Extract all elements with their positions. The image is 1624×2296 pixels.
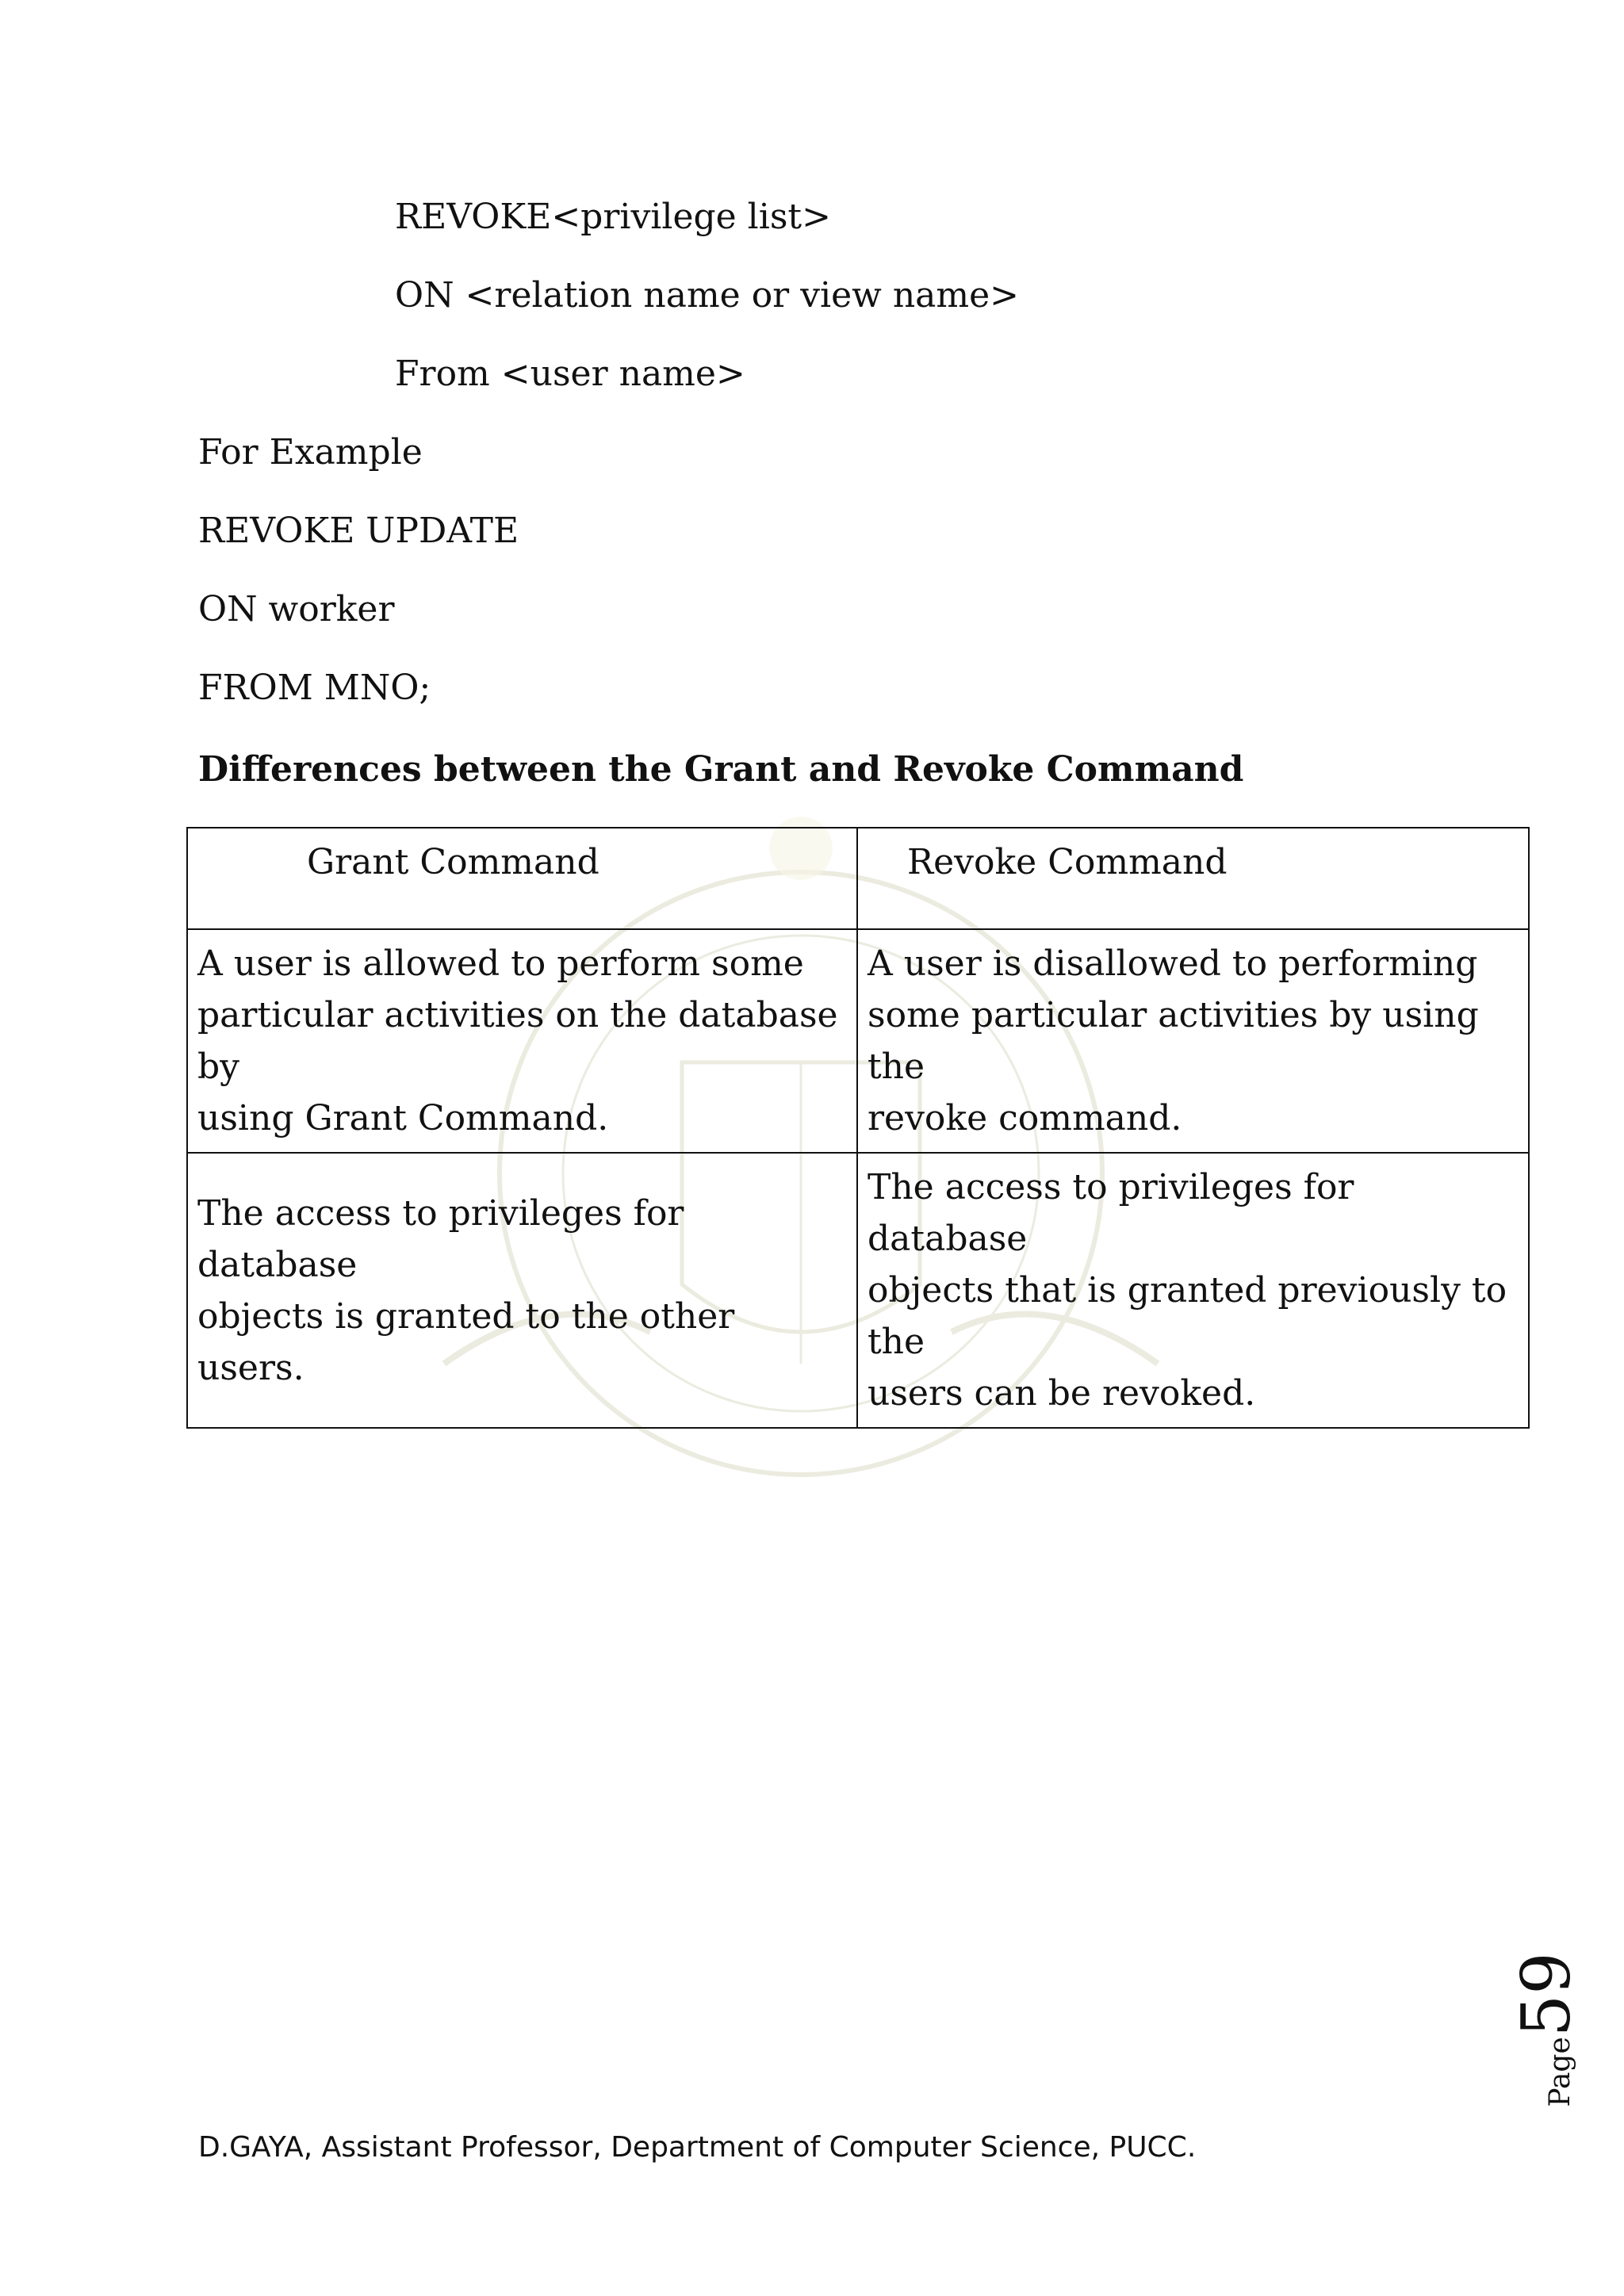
table-row <box>187 1153 1529 1428</box>
table-cell-grant: A user is allowed to perform some particular activities on the database by using Grant Command. <box>187 929 857 1153</box>
page-number <box>1503 1952 1590 2107</box>
syntax-line-from: From <user name> <box>395 354 745 394</box>
header-revoke-command: Revoke Command <box>857 828 1529 929</box>
comparison-table <box>186 827 1530 1429</box>
example-line-on: ON worker <box>198 589 395 629</box>
table-header-row <box>187 828 1529 929</box>
syntax-line-on: ON <relation name or view name> <box>395 275 1020 316</box>
section-heading: Differences between the Grant and Revoke Command <box>198 749 1244 790</box>
header-grant-command: Grant Command <box>187 828 857 929</box>
table-cell-revoke: A user is disallowed to performing some particular activities by using the revoke command. <box>857 929 1529 1153</box>
page-footer: D.GAYA, Assistant Professor, Department of Computer Science, PUCC. <box>198 2131 1197 2164</box>
example-line-from: FROM MNO; <box>198 668 431 708</box>
page-number-value: 59 <box>1507 1952 1585 2038</box>
table-cell-grant: The access to privileges for database objects is granted to the other users. <box>187 1153 857 1428</box>
table-cell-revoke: The access to privileges for database objects that is granted previously to the users can be revoked. <box>857 1153 1529 1428</box>
example-label: For Example <box>198 432 423 473</box>
syntax-line-revoke: REVOKE<privilege list> <box>395 197 831 237</box>
page-number-label: Page <box>1544 2037 1576 2107</box>
example-line-revoke: REVOKE UPDATE <box>198 511 519 551</box>
table-row <box>187 929 1529 1153</box>
